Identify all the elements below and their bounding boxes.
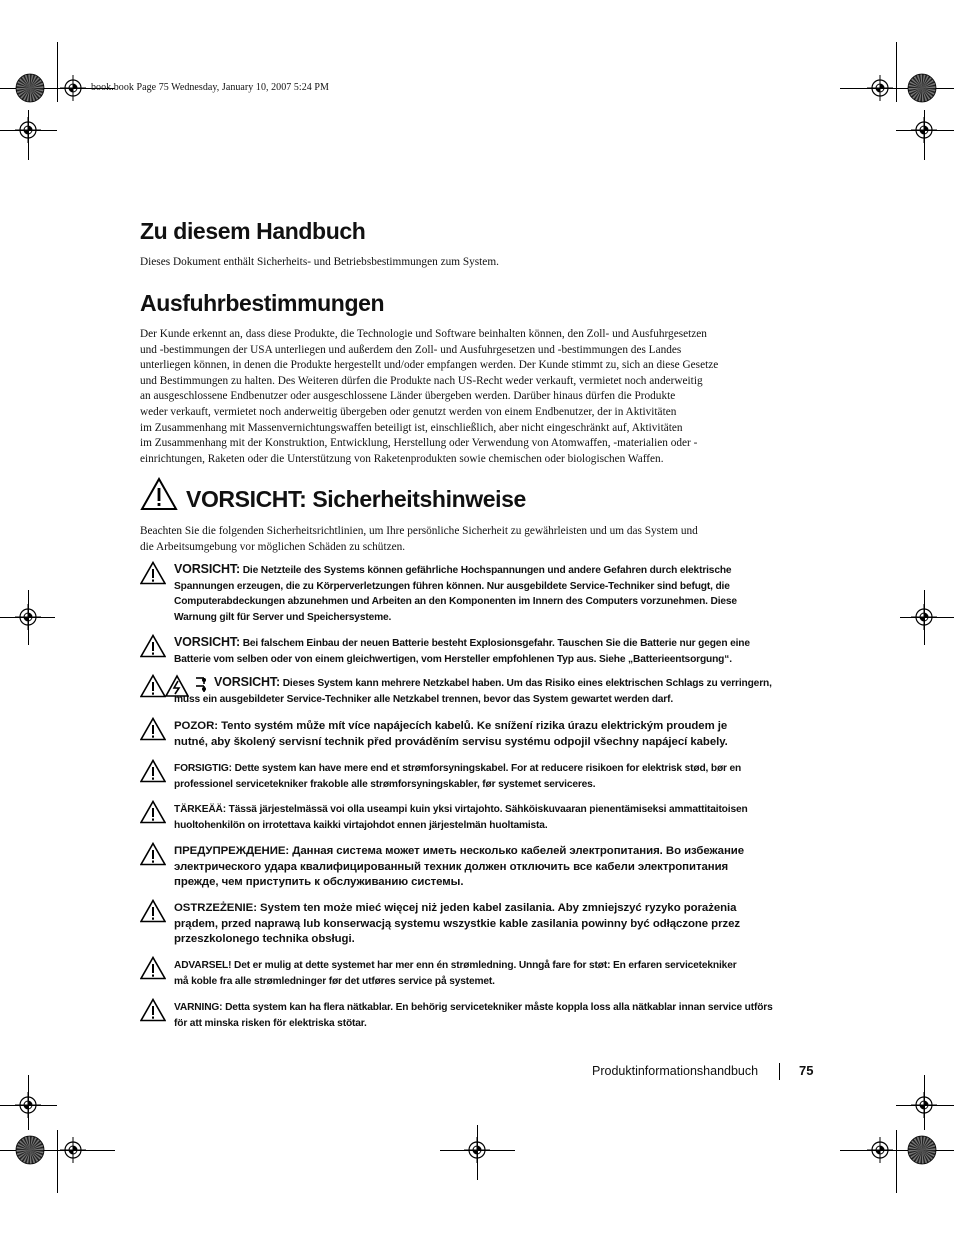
paragraph-line: im Zusammenhang mit der Konstruktion, Entwicklung, Herstellung oder Verwendung von Atomwaffen, -materialien oder -: [140, 437, 698, 450]
warning-text: Spannungen erzeugen, die zu Körperverletzungen führen können. Nur ausgebildete Service-Techniker sind befugt, die: [174, 580, 730, 592]
warning-text: huoltohenkilön on irrotettava kaikki virtajohdot ennen järjestelmän huoltamista.: [174, 819, 548, 831]
registration-mark-icon: [909, 602, 939, 632]
paragraph-line: unterliegen können, in denen die Produkte hergestellt und/oder empfangen werden. Der Kunde stimmt zu, sich an diese Gesetze: [140, 359, 719, 372]
footer-doc-title: Produktinformationshandbuch: [592, 1064, 759, 1078]
section-title-caution: VORSICHT: Sicherheitshinweise: [186, 486, 526, 512]
paragraph-line: weder verkauft, vermietet noch anderweitig übergeben oder genutzt werden von einem Endbenutzer, der in Aktivitäten: [140, 405, 677, 418]
star-target-icon: [15, 1135, 45, 1165]
page-number: 75: [799, 1063, 814, 1078]
print-info-line: book.book Page 75 Wednesday, January 10, 2007 5:24 PM: [91, 82, 329, 93]
warning-text: Die Netzteile des Systems können gefährliche Hochspannungen und andere Gefahren durch elektrische: [240, 565, 732, 576]
warning-text: ПРЕДУПРЕЖДЕНИЕ: Данная система может иметь несколько кабелей электропитания. Во избежание: [174, 845, 745, 857]
registration-mark-icon: [58, 73, 88, 103]
warning-text: Bei falschem Einbau der neuen Batterie besteht Explosionsgefahr. Tauschen Sie die Batterie nur gegen eine: [240, 638, 750, 649]
paragraph-line: Beachten Sie die folgenden Sicherheitsrichtlinien, um Ihre persönliche Sicherheit zu gewährleisten und um das System und: [140, 525, 698, 537]
registration-mark-icon: [865, 73, 895, 103]
export-paragraph: [140, 327, 820, 467]
section-title-export: Ausfuhrbestimmungen: [140, 290, 385, 316]
warning-text: professionel servicetekniker frakoble alle strømforsyningskabler, før systemet serviceres.: [174, 778, 596, 790]
footer-separator: [779, 1063, 780, 1080]
warning-text: электрического удара квалифицированный техник должен отключить все кабели электропитания: [174, 860, 729, 873]
warning-text: FORSIGTIG: Dette system kan have mere end et strømforsyningskabel. For at reducere risikoen for elektrisk stød, bør en: [174, 763, 742, 774]
warning-triangle-icon: [140, 674, 166, 703]
star-target-icon: [907, 73, 937, 103]
registration-mark-icon: [13, 1090, 43, 1120]
about-paragraph: [140, 255, 820, 271]
warning-text: прежде, чем приступить к обслуживанию системы.: [174, 876, 464, 888]
registration-mark-icon: [865, 1135, 895, 1165]
paragraph-line: im Zusammenhang mit Massenvernichtungswaffen beteiligt ist, einschließlich, aber nicht eingeschränkt auf, Aktivitäten: [140, 421, 683, 434]
warning-text: Batterie vom selben oder von einem gleichwertigen, vom Hersteller empfohlenen Typ aus. Siehe „Batterieentsorgung“.: [174, 653, 732, 665]
paragraph-line: an ausgeschlossene Endbenutzer oder ausgeschlossene Länder übergeben werden. Darüber hinaus dürfen die Produkte: [140, 390, 676, 403]
warning-triangle-icon: [140, 717, 166, 746]
caution-title-icon: [140, 477, 178, 516]
warning-label: VORSICHT:: [214, 675, 281, 689]
paragraph-line: und Bestimmungen zu halten. Des Weiteren dürfen die Produkte nach US-Recht weder verkauft, vermietet noch anderweitig: [140, 374, 703, 387]
paragraph-line: Der Kunde erkennt an, dass diese Produkte, die Technologie und Software beinhalten können, den Zoll- und Ausfuhrgesetzen: [140, 328, 707, 340]
warning-label: VORSICHT:: [174, 635, 241, 649]
registration-mark-icon: [13, 115, 43, 145]
warning-triangle-icon: [140, 800, 166, 829]
warning-triangle-icon: [140, 998, 166, 1027]
warning-text: TÄRKEÄÄ: Tässä järjestelmässä voi olla useampi kuin yksi virtajohto. Sähköiskuvaaran pienentämiseksi ammattitaitoisen: [174, 804, 748, 815]
warning-text: må koble fra alle strømledninger før det utføres service på systemet.: [174, 975, 495, 987]
registration-mark-icon: [909, 1090, 939, 1120]
warning-text: Dieses System kann mehrere Netzkabel haben. Um das Risiko eines elektrischen Schlags zu verringern,: [280, 678, 772, 689]
warning-text: för att minska risken för elektriska stötar.: [174, 1017, 367, 1029]
paragraph-line: und -bestimmungen der USA unterliegen und außerdem den Zoll- und Ausfuhrgesetzen und -bestimmungen des Landes: [140, 343, 682, 356]
warning-text: VARNING: Detta system kan ha flera nätkablar. En behörig servicetekniker måste koppla loss alla nätkablar innan service utförs: [174, 1002, 773, 1013]
warning-text: POZOR: Tento systém může mít více napájecích kabelů. Ke snížení rizika úrazu elektrickým proudem je: [174, 720, 728, 732]
warning-triangle-icon: [140, 899, 166, 928]
warning-text: Warnung gilt für Server und Speichersysteme.: [174, 611, 392, 623]
warning-text: przeszkolonego technika obsługi.: [174, 933, 355, 945]
star-target-icon: [15, 73, 45, 103]
paragraph-line: Dieses Dokument enthält Sicherheits- und Betriebsbestimmungen zum System.: [140, 256, 499, 268]
warning-text: Computerabdeckungen abzunehmen und Arbeiten an den Komponenten im Innern des Computers vorzunehmen. Diese: [174, 596, 737, 607]
paragraph-line: die Arbeitsumgebung vor möglichen Schäden zu schützen.: [140, 540, 406, 553]
warning-label: VORSICHT:: [174, 562, 241, 576]
warning-triangle-icon: [140, 842, 166, 871]
warning-triangle-icon: [140, 634, 166, 663]
warning-triangle-icon: [140, 956, 166, 985]
registration-mark-icon: [909, 115, 939, 145]
warning-text: nutné, aby školený servisní technik před prováděním servisu systému odpojil všechny napájecí kabely.: [174, 735, 728, 748]
warning-triangle-icon: [140, 561, 166, 590]
warning-text: prądem, przed naprawą lub konserwacją systemu wszystkie kable zasilania powinny być odłączone przez: [174, 917, 741, 930]
caution-paragraph: [140, 524, 820, 555]
warning-text: OSTRZEŻENIE: System ten może mieć więcej niż jeden kabel zasilania. Aby zmniejszyć ryzyko porażenia: [174, 902, 737, 914]
section-title-about: Zu diesem Handbuch: [140, 218, 366, 244]
star-target-icon: [907, 1135, 937, 1165]
warning-text: muss ein ausgebildeter Service-Techniker alle Netzkabel trennen, bevor das System gewartet werden darf.: [174, 693, 674, 705]
paragraph-line: einrichtungen, Raketen oder die Unterstützung von Raketenprodukten sowie chemischen oder biologischen Waffen.: [140, 452, 664, 465]
warning-text: ADVARSEL! Det er mulig at dette systemet har mer enn én strømledning. Unngå fare for støt: En erfaren servicetekniker: [174, 960, 737, 971]
registration-mark-icon: [13, 602, 43, 632]
warning-triangle-icon: [140, 759, 166, 788]
registration-mark-icon: [462, 1135, 492, 1165]
registration-mark-icon: [58, 1135, 88, 1165]
